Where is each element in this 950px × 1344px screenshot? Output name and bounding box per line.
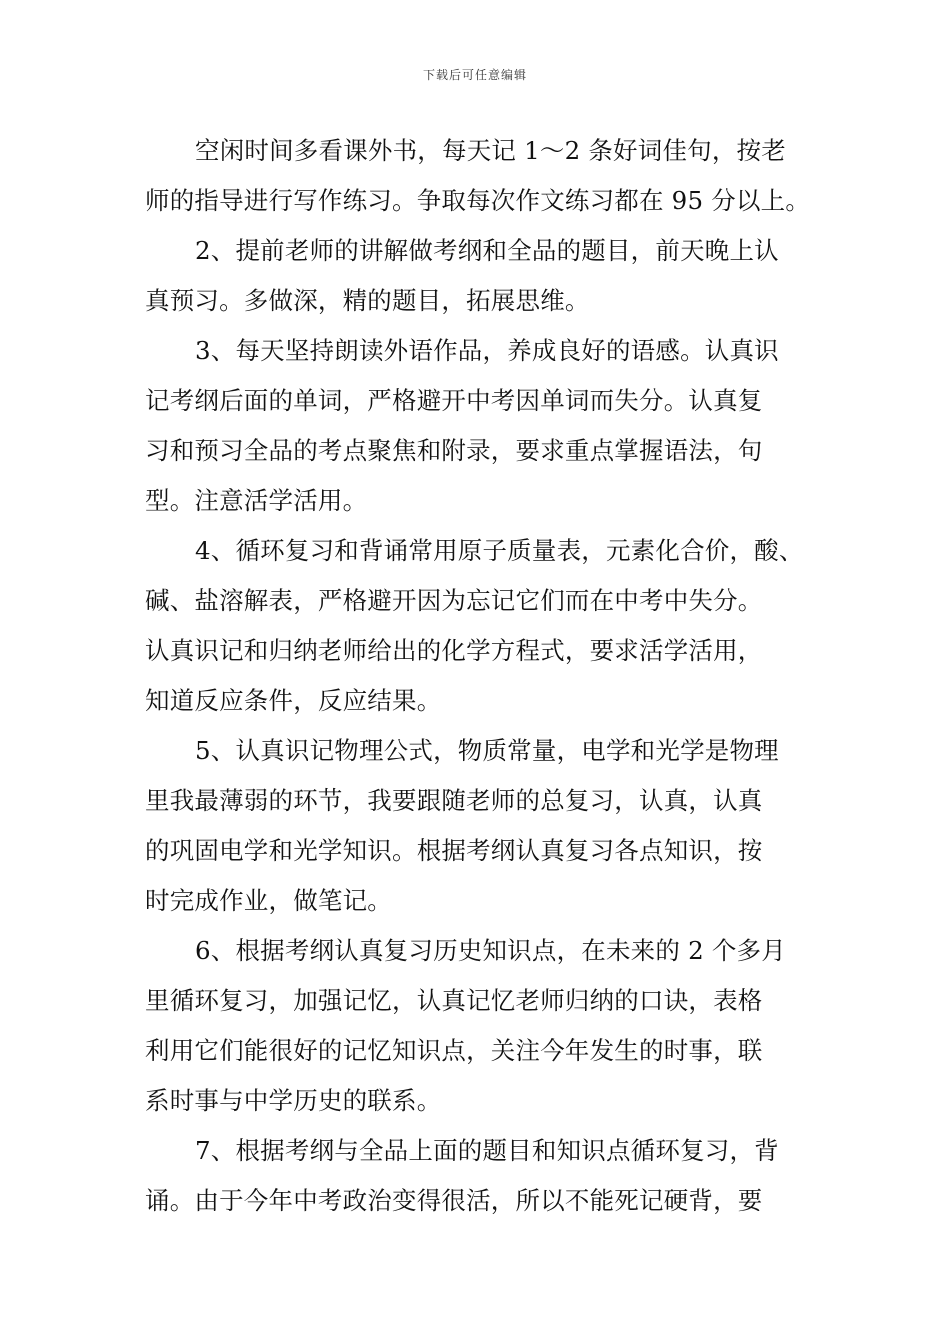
text-line: 师的指导进行写作练习。争取每次作文练习都在 95 分以上。 <box>145 186 811 215</box>
text-line: 6、根据考纲认真复习历史知识点，在未来的 2 个多月 <box>195 936 786 965</box>
page-header: 下载后可任意编辑 <box>422 68 527 82</box>
text-line: 碱、盐溶解表，严格避开因为忘记它们而在中考中失分。 <box>145 586 763 615</box>
text-line: 5、认真识记物理公式，物质常量，电学和光学是物理 <box>195 736 779 765</box>
text-line: 里我最薄弱的环节，我要跟随老师的总复习，认真，认真 <box>145 786 763 815</box>
text-line: 的巩固电学和光学知识。根据考纲认真复习各点知识，按 <box>145 836 763 865</box>
text-line: 4、循环复习和背诵常用原子质量表，元素化合价，酸、 <box>195 536 804 565</box>
text-line: 诵。由于今年中考政治变得很活，所以不能死记硬背，要 <box>145 1186 763 1215</box>
text-line: 型。注意活学活用。 <box>145 486 368 515</box>
document-body <box>145 126 825 1226</box>
text-line: 记考纲后面的单词，严格避开中考因单词而失分。认真复 <box>145 386 763 415</box>
text-line: 3、每天坚持朗读外语作品，养成良好的语感。认真识 <box>195 336 779 365</box>
text-line: 系时事与中学历史的联系。 <box>145 1086 442 1115</box>
text-line: 时完成作业，做笔记。 <box>145 886 392 915</box>
text-line: 里循环复习，加强记忆，认真记忆老师归纳的口诀，表格 <box>145 986 763 1015</box>
text-line: 利用它们能很好的记忆知识点，关注今年发生的时事，联 <box>145 1036 763 1065</box>
text-line: 知道反应条件，反应结果。 <box>145 686 442 715</box>
text-line: 2、提前老师的讲解做考纲和全品的题目，前天晚上认 <box>195 236 779 265</box>
text-line: 习和预习全品的考点聚焦和附录，要求重点掌握语法，句 <box>145 436 763 465</box>
text-line: 7、根据考纲与全品上面的题目和知识点循环复习，背 <box>195 1136 779 1165</box>
text-line: 认真识记和归纳老师给出的化学方程式，要求活学活用， <box>145 636 763 665</box>
text-line: 真预习。多做深，精的题目，拓展思维。 <box>145 286 590 315</box>
text-line: 空闲时间多看课外书，每天记 1～2 条好词佳句，按老 <box>195 136 786 165</box>
